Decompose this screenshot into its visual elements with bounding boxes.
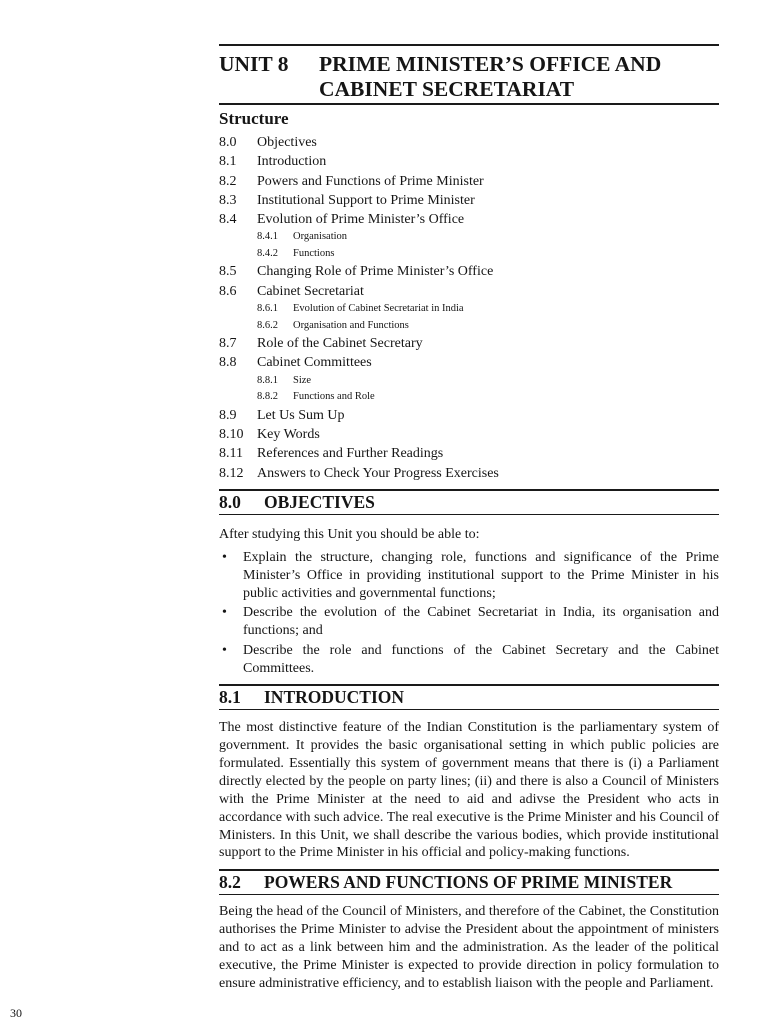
toc-subnumber: 8.8.1 (257, 374, 278, 386)
toc-sublabel: Organisation (293, 231, 348, 243)
toc-label: Key Words (257, 426, 320, 442)
list-item-text: Describe the role and functions of the Cabinet Secretary and the Cabinet Committees. (243, 643, 719, 677)
unit-title-line1: PRIME MINISTER’S OFFICE AND (319, 52, 662, 76)
toc-subnumber: 8.4.1 (257, 231, 278, 243)
unit-number: UNIT 8 (219, 52, 289, 76)
section-rule (219, 709, 719, 710)
toc-sublabel: Size (293, 374, 312, 386)
toc-item (219, 133, 719, 152)
toc-item (219, 425, 719, 444)
unit-title-line2: CABINET SECRETARIAT (319, 77, 575, 101)
toc-label: Powers and Functions of Prime Minister (257, 173, 484, 189)
section-heading-objectives (219, 491, 719, 514)
introduction-paragraph: The most distinctive feature of the Indian Constitution is the parliamentary system of government. It provides the basic organisational setting in which public policies are formulated. Essentially this system of government means that there is (i) a Parliament directly elected by the people on party lines; (ii) and there is also a Council of Ministers with the Prime Minister at the need to aid and adivse the President who acts in accordance with such advice. The real executive is the Prime Minister and his Council of Ministers. In this Unit, we shall describe the various bodies, which provide institutional support to the Prime Minister in his official and policy-making functions. (219, 720, 719, 861)
toc-item (219, 210, 719, 229)
bullet-icon: • (222, 643, 227, 659)
table-of-contents (219, 133, 719, 483)
section-title: POWERS AND FUNCTIONS OF PRIME MINISTER (264, 872, 673, 893)
toc-label: Changing Role of Prime Minister’s Office (257, 264, 494, 280)
list-item (219, 642, 719, 678)
toc-sublabel: Functions (293, 247, 335, 259)
section-title: OBJECTIVES (264, 491, 375, 512)
toc-sublabel: Organisation and Functions (293, 319, 409, 331)
toc-label: Institutional Support to Prime Minister (257, 192, 475, 208)
powers-paragraph: Being the head of the Council of Ministers, and therefore of the Cabinet, the Constitution authorises the Prime Minister to advise the President about the appointment of ministers and to act as a link between him and the administration. As the leader of the political executive, the Prime Minister is expected to provide direction in policy formulation to ensure administrative efficiency, and to establish liaison with the people and Parliament. (219, 904, 720, 991)
toc-number: 8.0 (219, 135, 237, 150)
unit-title (319, 52, 719, 102)
toc-subnumber: 8.6.2 (257, 319, 278, 331)
toc-subnumber: 8.8.2 (257, 391, 278, 403)
toc-number: 8.7 (219, 336, 237, 352)
toc-item (219, 444, 719, 463)
toc-subitem (219, 373, 719, 390)
list-item (219, 549, 719, 603)
section-title: INTRODUCTION (264, 687, 405, 708)
toc-sublabel: Functions and Role (293, 391, 375, 403)
list-item (219, 604, 719, 640)
toc-subitem (219, 318, 719, 335)
bullet-icon: • (222, 549, 227, 565)
toc-label: Evolution of Prime Minister’s Office (257, 212, 465, 228)
toc-number: 8.3 (219, 192, 237, 208)
toc-label: Role of the Cabinet Secretary (257, 336, 423, 352)
objectives-list (219, 549, 719, 678)
toc-label: Cabinet Secretariat (257, 283, 364, 299)
toc-number: 8.5 (219, 264, 237, 280)
list-item-text: Explain the structure, changing role, functions and significance of the Prime Minister’s Office in providing institutional support to the Prime Minister in his public activities and governmental functions; (243, 549, 719, 601)
toc-item (219, 262, 719, 281)
toc-sublabel: Evolution of Cabinet Secretariat in India (293, 303, 464, 315)
toc-subnumber: 8.4.2 (257, 247, 278, 259)
toc-label: Objectives (257, 135, 317, 150)
toc-number: 8.12 (219, 465, 244, 481)
toc-number: 8.11 (219, 446, 243, 462)
toc-item (219, 282, 719, 301)
toc-item (219, 172, 719, 191)
toc-label: Cabinet Committees (257, 355, 372, 371)
toc-number: 8.8 (219, 355, 237, 371)
section-rule (219, 894, 719, 895)
structure-heading: Structure (219, 109, 289, 128)
section-number: 8.1 (219, 687, 241, 708)
section-heading-introduction (219, 686, 719, 709)
toc-item (219, 334, 719, 353)
toc-item (219, 406, 719, 425)
toc-number: 8.4 (219, 212, 237, 228)
toc-number: 8.9 (219, 407, 237, 423)
toc-subnumber: 8.6.1 (257, 303, 278, 315)
toc-label: Introduction (257, 154, 327, 170)
bullet-icon: • (222, 605, 227, 621)
toc-item (219, 353, 719, 372)
unit-rule (219, 103, 719, 105)
toc-number: 8.2 (219, 173, 237, 189)
toc-label: Answers to Check Your Progress Exercises (257, 465, 499, 481)
toc-item (219, 464, 719, 483)
toc-subitem (219, 246, 719, 263)
toc-label: References and Further Readings (257, 446, 444, 462)
unit-header (219, 46, 719, 103)
toc-subitem (219, 229, 719, 246)
toc-number: 8.1 (219, 154, 237, 170)
list-item-text: Describe the evolution of the Cabinet Secretariat in India, its organisation and functions; and (243, 605, 719, 639)
toc-item (219, 152, 719, 171)
toc-label: Let Us Sum Up (257, 407, 345, 423)
section-rule (219, 514, 719, 515)
section-heading-powers (219, 871, 719, 894)
toc-subitem (219, 389, 719, 406)
toc-number: 8.6 (219, 283, 237, 299)
page-number: 30 (10, 1006, 22, 1020)
section-number: 8.0 (219, 491, 241, 512)
document-page (219, 44, 719, 993)
section-number: 8.2 (219, 872, 241, 893)
toc-subitem (219, 301, 719, 318)
objectives-intro: After studying this Unit you should be able to: (219, 526, 480, 542)
toc-number: 8.10 (219, 426, 244, 442)
toc-item (219, 191, 719, 210)
